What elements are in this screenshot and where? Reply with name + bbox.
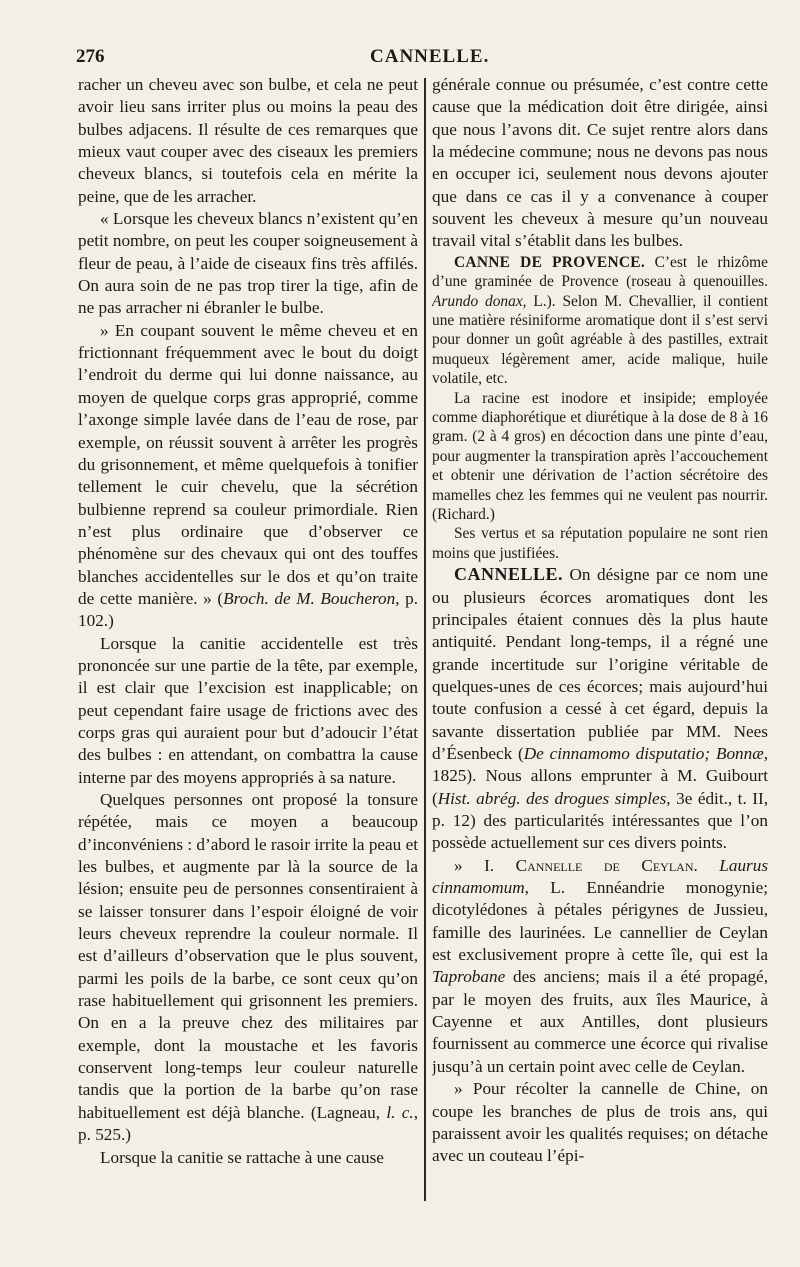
paragraph bbox=[432, 855, 768, 1078]
column-divider bbox=[424, 78, 426, 1201]
text-run: , p. 102.) bbox=[78, 588, 418, 631]
text-run: générale connue ou présumée, c’est contre cette cause que la médication doit être dirigée, ainsi que nous l’avons dit. Ce sujet rentre alors dans la médecine commune; nous ne devons pas nous en occuper ici, seulement nous devons ajouter que dans ce cas il y a convenance à couper souvent les cheveux à mesure qu’un nouveau travail vital s’établit dans les bulbes. bbox=[432, 75, 768, 251]
italic-text: De cinnamomo disputatio; Bonnæ bbox=[523, 744, 764, 763]
italic-text: Hist. abrég. des drogues simples bbox=[437, 788, 667, 808]
paragraph bbox=[432, 389, 768, 525]
italic-text: l. c. bbox=[386, 1102, 414, 1122]
paragraph bbox=[78, 74, 418, 208]
entry-heading: CANNELLE. bbox=[454, 564, 564, 585]
paragraph bbox=[78, 633, 418, 789]
text-run: C’est le rhizôme d’une graminée de Provence (roseau à quenouilles. bbox=[432, 253, 768, 291]
paragraph bbox=[432, 74, 768, 253]
paragraph bbox=[78, 208, 418, 320]
text-run: Lorsque la canitie accidentelle est très prononcée sur une partie de la tête, par exemple, il est clair que l’excision est inapplicable; on peut cependant faire usage de frictions avec des corps gras qui auraient pour but d’adoucir l’état des bulbes : en attendant, on combattra la cause interne par des moyens appropriés à sa nature. bbox=[78, 633, 418, 787]
text-run: On désigne par ce nom une ou plusieurs écorces aromatiques dont les principales étaient connues dès la plus haute antiquité. Pendant long-temps, il a régné une grande incertitude sur l’origine véritable de quelques-unes de ces écorces; mais aujourd’hui toute confusion a cessé à cet égard, depuis la savante dissertation publiée par MM. Nees d’Ésenbeck ( bbox=[432, 565, 768, 763]
text-run: Lorsque la canitie se rattache à une cause bbox=[100, 1147, 384, 1167]
page-header bbox=[70, 46, 780, 76]
text-run: Quelques personnes ont proposé la tonsure répétée, mais ce moyen a beaucoup d’inconvéniens : d’abord le rasoir irrite la peau et les bulbes, et augmente par là la source de la lésion; ensuite peu de personnes consentiraient à se laisser tonsurer dans l’espoir éloigné de voir leurs cheveux reprendre la couleur normale. Il est d’ailleurs d’observation que le plus souvent, parmi les poils de la barbe, ce sont ceux qu’on rase habituellement qui grisonnent les premiers. On en a la preuve chez des militaires par exemple, dont la moustache et les favoris conservent long-temps leur couleur naturelle tandis que la portion de la barbe qu’on rase habituellement est déjà blanche. (Lagneau, bbox=[78, 790, 418, 1122]
italic-text: Broch. de M. Boucheron bbox=[223, 588, 396, 608]
entry-cannelle bbox=[432, 563, 768, 854]
text-run: racher un cheveu avec son bulbe, et cela ne peut avoir lieu sans irriter plus ou moins la peau des bulbes adjacens. Il résulte de ces remarques que mieux vaut couper avec des ciseaux les premiers cheveux blancs, si toutefois cela en mérite la peine, que de les arracher. bbox=[78, 75, 418, 206]
text-run: « Lorsque les cheveux blancs n’existent qu’en petit nombre, on peut les couper soigneusement à fleur de peau, à l’aide de ciseaux fins très affilés. On aura soin de ne pas trop tirer la tige, afin de ne pas arracher ni ébranler le bulbe. bbox=[78, 209, 418, 318]
text-run: , 1825). Nous allons emprunter à M. Guibourt ( bbox=[432, 744, 768, 808]
paragraph bbox=[432, 524, 768, 563]
entry-heading: CANNE DE PROVENCE. bbox=[454, 253, 646, 271]
text-run: des anciens; mais il a été propagé, par le moyen des fruits, aux îles Maurice, à Cayenne et aux Antilles, dont plusieurs fournissent au commerce une écorce qui rivalise jusqu’à un certain point avec celle de Ceylan. bbox=[432, 967, 768, 1076]
text-run: » I. bbox=[454, 855, 516, 875]
italic-text: Taprobane bbox=[432, 967, 506, 987]
text-run: La racine est inodore et insipide; employée comme diaphorétique et diurétique à la dose de 8 à 16 gram. (2 à 4 gros) en décoction dans une pinte d’eau, pour augmenter la transpiration après l’accouchement et obtenir une dérivation de l’action sécrétoire des mamelles chez les femmes qui ne veulent pas nourrir. (Richard.) bbox=[432, 389, 768, 524]
left-column bbox=[78, 74, 418, 1207]
italic-text: Arundo donax bbox=[432, 292, 523, 310]
text-run: , L.). Selon M. Chevallier, il contient une matière résiniforme aromatique dont il s’est servi pour donner un goût agréable à des pastilles, extrait muqueux légèrement amer, acide malique, huile volatile, etc. bbox=[432, 292, 768, 388]
entry-canne-de-provence bbox=[432, 253, 768, 389]
right-column bbox=[432, 74, 768, 1207]
paragraph bbox=[78, 320, 418, 633]
text-run: » Pour récolter la cannelle de Chine, on coupe les branches de plus de trois ans, qui paraissent avoir les qualités requises; on détache avec un couteau l’épi- bbox=[432, 1079, 768, 1166]
text-run: , L. Ennéandrie monogynie; dicotylédones à pétales périgynes de Jussieu, famille des laurinées. Le cannellier de Ceylan est exclusivement propre à cette île, qui est la bbox=[432, 878, 768, 965]
text-run: » En coupant souvent le même cheveu et en frictionnant fréquemment avec le bout du doigt l’endroit du derme qui lui donne naissance, au moyen de quelque corps gras approprié, comme l’axonge simple lavée dans de l’eau de rose, par exemple, on réussit souvent à arrêter les progrès du grisonnement, et même quelquefois à tonifier tellement le cuir chevelu, que la sécrétion bulbienne reprend sa couleur primordiale. Rien n’est plus ordinaire que d’observer ce phénomène sur des chevaux qui ont des touffes blanches accidentelles sur le dos et qu’on traite de cette manière. » ( bbox=[78, 320, 418, 608]
paragraph bbox=[432, 1078, 768, 1167]
page-number: 276 bbox=[76, 46, 105, 67]
text-run: Ses vertus et sa réputation populaire ne sont rien moins que justifiées. bbox=[432, 525, 768, 562]
text-run bbox=[698, 856, 720, 875]
paragraph bbox=[78, 789, 418, 1147]
text-run: , 3e édit., t. II, p. 12) des particularités intéressantes que l’on possède actuellement sur ces divers points. bbox=[432, 788, 768, 853]
italic-text: Laurus cinnamomum bbox=[432, 855, 768, 898]
running-head: CANNELLE. bbox=[370, 46, 490, 67]
text-run: , p. 525.) bbox=[78, 1102, 418, 1145]
paragraph bbox=[78, 1147, 418, 1169]
small-caps-text: Cannelle de Ceylan. bbox=[515, 855, 698, 875]
